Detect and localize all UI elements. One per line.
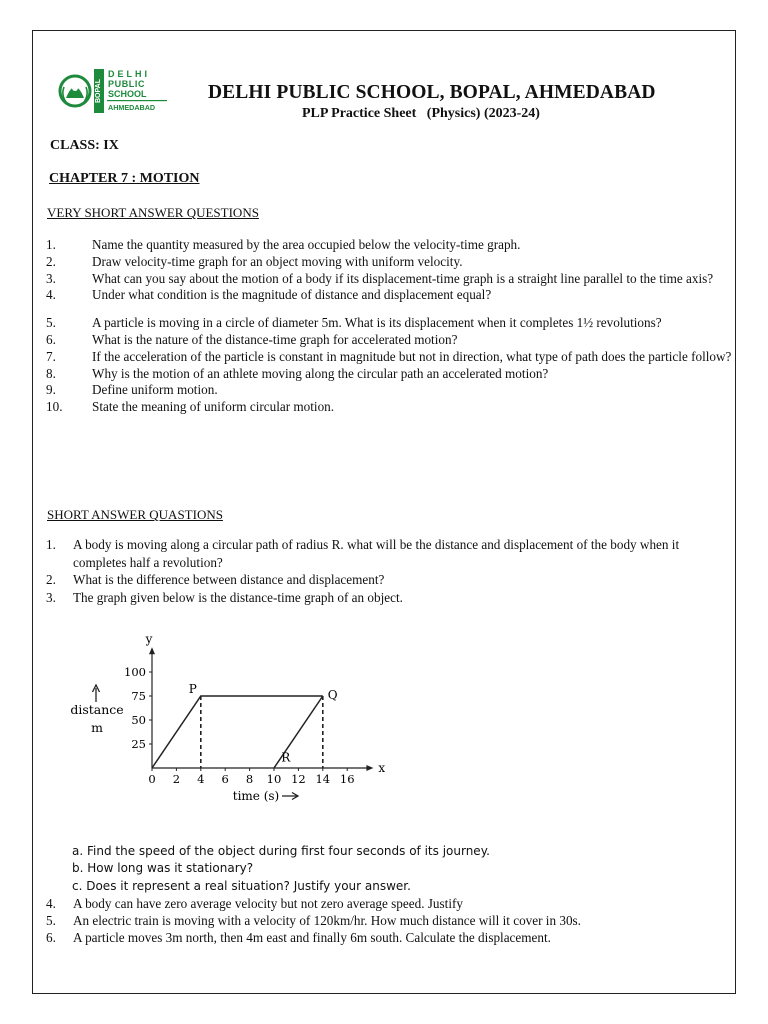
- x-tick-label: 16: [339, 772, 355, 786]
- x-tick-label: 6: [221, 772, 229, 786]
- question-number: 4.: [46, 896, 56, 911]
- y-axis-letter: y: [145, 632, 153, 647]
- question-item: [46, 912, 738, 929]
- question-item: [46, 315, 738, 332]
- x-tick-label: 0: [148, 772, 156, 786]
- x-axis-arrow: [366, 765, 373, 771]
- short-answer-heading: SHORT ANSWER QUASTIONS: [47, 507, 223, 522]
- question-item: [46, 271, 738, 288]
- point-label-p: P: [188, 682, 197, 696]
- question-text: What is the difference between distance and displacement?: [73, 572, 385, 587]
- point-label-q: Q: [327, 688, 338, 702]
- question-item: [46, 332, 738, 349]
- question-text: A particle is moving in a circle of diameter 5m. What is its displacement when it completes 1½ revolutions?: [92, 315, 662, 331]
- short-answer-question-list: [46, 536, 738, 606]
- question-number: 6.: [46, 331, 56, 347]
- question-item: [46, 349, 738, 366]
- question-number: 1.: [46, 537, 56, 552]
- question-item: [46, 237, 738, 254]
- question-item: [46, 929, 738, 946]
- very-short-question-list: [46, 237, 738, 416]
- question-text: What can you say about the motion of a body if its displacement-time graph is a straight line parallel to the time axis?: [92, 270, 714, 286]
- question-text: A body is moving along a circular path of radius R. what will be the distance and displacement of the body when it completes half a revolution?: [73, 537, 680, 570]
- y-tick-label: 50: [131, 713, 146, 727]
- question-text: What is the nature of the distance-time graph for accelerated motion?: [92, 331, 458, 347]
- question-item: [46, 366, 738, 383]
- x-axis-letter: x: [378, 761, 386, 775]
- question-text: State the meaning of uniform circular motion.: [92, 399, 335, 415]
- svg-text:SCHOOL: SCHOOL: [108, 89, 147, 99]
- question-text: An electric train is moving with a velocity of 120km/hr. How much distance will it cover in 30s.: [73, 913, 581, 929]
- very-short-heading: VERY SHORT ANSWER QUESTIONS: [47, 205, 259, 220]
- question-number: 1.: [46, 237, 56, 252]
- y-label-up-arrow: [93, 685, 100, 702]
- series-line-1: [152, 696, 323, 768]
- sub-question-b: b. How long was it stationary?: [72, 861, 254, 876]
- svg-text:PUBLIC: PUBLIC: [108, 79, 146, 89]
- question-text: The graph given below is the distance-time graph of an object.: [73, 589, 403, 605]
- question-text: Name the quantity measured by the area occupied below the velocity-time graph.: [92, 237, 521, 252]
- question-number: 4.: [46, 287, 56, 303]
- y-axis-label-unit: m: [91, 720, 103, 735]
- chapter-title: CHAPTER 7 : MOTION: [49, 171, 200, 186]
- x-tick-label: 14: [315, 772, 331, 786]
- y-axis-arrow: [149, 647, 155, 654]
- question-number: 2.: [46, 253, 56, 269]
- y-axis-label: distance: [70, 702, 124, 717]
- distance-time-graph-svg: [66, 626, 396, 806]
- question-text: If the acceleration of the particle is constant in magnitude but not in direction, what type of path does the particle follow?: [92, 348, 732, 364]
- svg-text:BOPAL: BOPAL: [95, 79, 102, 103]
- question-number: 10.: [46, 399, 63, 415]
- y-tick-label: 100: [124, 665, 146, 679]
- question-item: [46, 382, 738, 399]
- short-answer-question-list-continued: [46, 895, 738, 947]
- x-tick-label: 4: [197, 772, 205, 786]
- question-number: 5.: [46, 913, 56, 929]
- x-tick-label: 10: [266, 772, 282, 786]
- question-text: Under what condition is the magnitude of distance and displacement equal?: [92, 287, 492, 303]
- question-text: Define uniform motion.: [92, 382, 218, 398]
- question-item: [46, 399, 738, 416]
- graph-sub-questions: [72, 843, 490, 895]
- y-tick-label: 25: [131, 737, 146, 751]
- question-item: [46, 895, 738, 912]
- school-title: DELHI PUBLIC SCHOOL, BOPAL, AHMEDABAD: [208, 82, 656, 103]
- question-text: A particle moves 3m north, then 4m east and finally 6m south. Calculate the displacement.: [73, 930, 551, 946]
- question-text: Draw velocity-time graph for an object moving with uniform velocity.: [92, 253, 463, 269]
- x-label-right-arrow: [282, 793, 298, 800]
- question-item: [46, 287, 738, 304]
- question-text: A body can have zero average velocity but not zero average speed. Justify: [73, 896, 463, 911]
- y-tick-label: 75: [131, 689, 146, 703]
- question-number: 7.: [46, 348, 56, 364]
- sub-question-a: a. Find the speed of the object during first four seconds of its journey.: [72, 844, 490, 858]
- x-tick-label: 2: [172, 772, 181, 786]
- svg-text:DELHI: DELHI: [108, 69, 150, 79]
- question-item: [46, 589, 738, 607]
- question-text: Why is the motion of an athlete moving along the circular path an accelerated motion?: [92, 365, 549, 381]
- question-number: 5.: [46, 315, 56, 331]
- point-label-r: R: [281, 750, 291, 765]
- question-number: 8.: [46, 365, 56, 381]
- sheet-subtitle: PLP Practice Sheet (Physics) (2023-24): [302, 106, 540, 121]
- x-tick-label: 12: [291, 772, 306, 786]
- question-number: 9.: [46, 382, 56, 398]
- question-item: [46, 254, 738, 271]
- question-number: 3.: [46, 589, 56, 605]
- x-axis-label: time (s): [232, 789, 280, 803]
- school-logo: [58, 68, 170, 114]
- class-label: CLASS: IX: [50, 138, 119, 153]
- distance-time-graph: [66, 626, 396, 806]
- svg-text:AHMEDABAD: AHMEDABAD: [108, 103, 156, 112]
- question-number: 2.: [46, 572, 56, 587]
- sub-question-c: c. Does it represent a real situation? Justify your answer.: [72, 878, 411, 893]
- x-tick-label: 8: [245, 772, 254, 786]
- question-item: [46, 536, 738, 571]
- question-number: 3.: [46, 270, 56, 286]
- question-number: 6.: [46, 930, 56, 946]
- question-item: [46, 571, 738, 589]
